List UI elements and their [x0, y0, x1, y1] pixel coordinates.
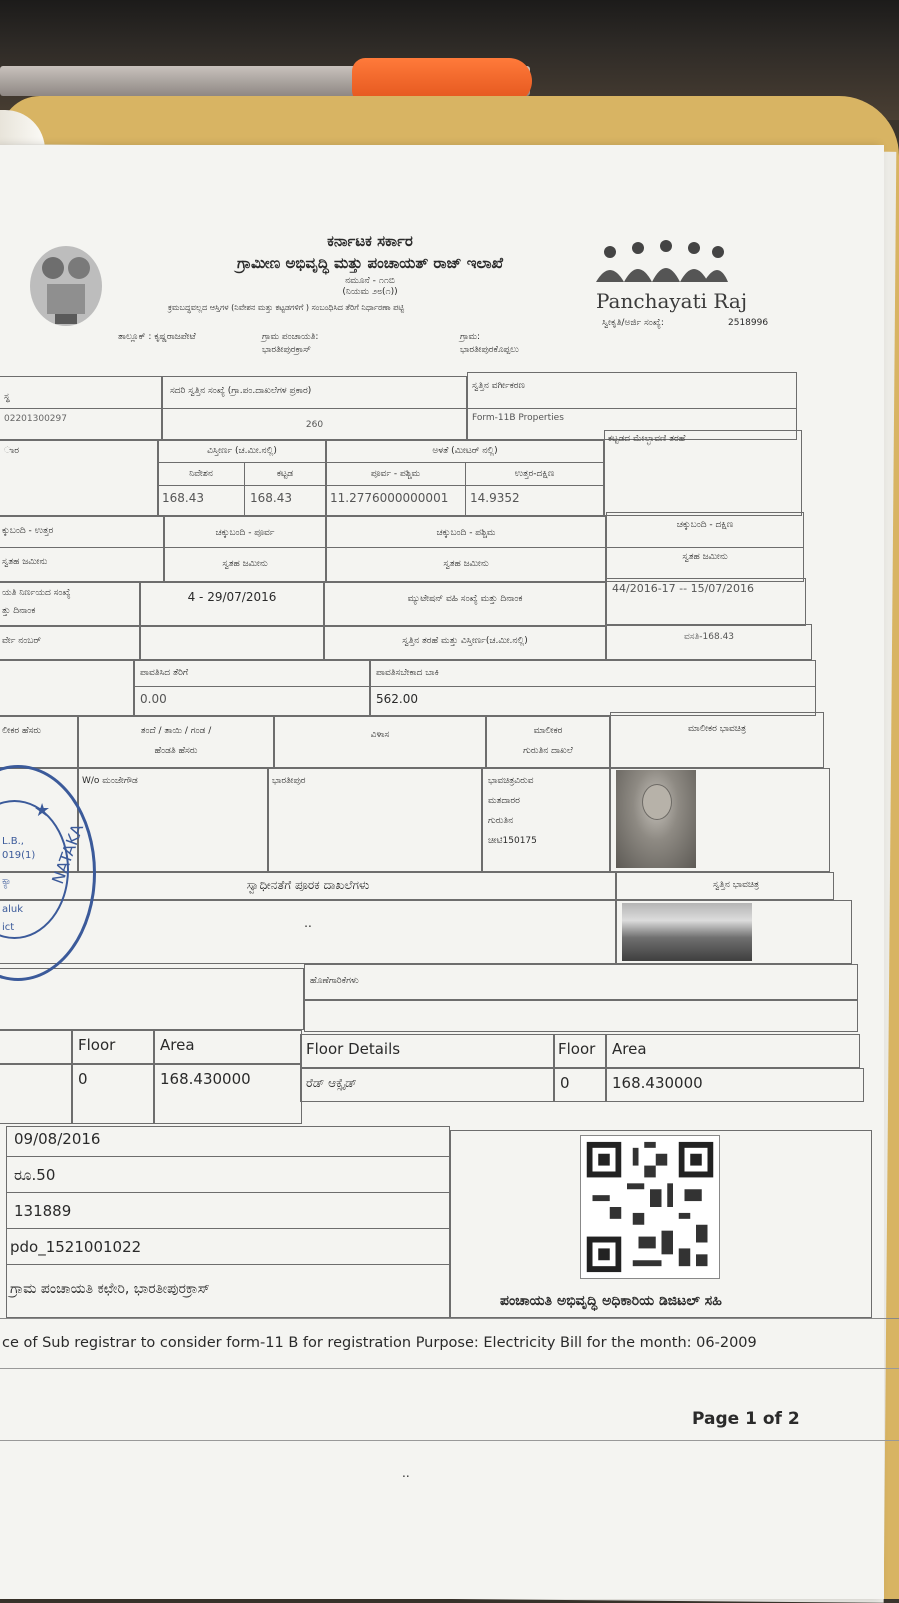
- stamp-line-4: aluk: [2, 904, 24, 915]
- area-value-right: 168.430000: [612, 1074, 703, 1092]
- area-building-label: ಕಟ್ಟಡ: [276, 469, 294, 479]
- cell-photo-head: [610, 712, 824, 768]
- area-head-right: Area: [612, 1040, 647, 1058]
- cell-floor-spacer-2: [0, 1064, 72, 1124]
- boundary-west-label: ಚಕ್ಕುಬಂದಿ - ಪಶ್ಚಿಮ: [436, 528, 496, 538]
- row1-left-label: ಸ್ಥ: [4, 392, 10, 402]
- panchayati-raj-logo-icon: [590, 238, 730, 288]
- boundary-north-label: ಕ್ಕುಬಂದಿ - ಉತ್ತರ: [2, 526, 54, 536]
- stamp-line-2: 019(1): [2, 850, 36, 861]
- relation-label: ತಂದೆ / ತಾಯಿ / ಗಂಡ /: [140, 726, 212, 736]
- cell-address-head: [274, 716, 486, 768]
- row1-divider: [0, 408, 797, 409]
- possession-value: ..: [304, 916, 312, 930]
- id-value-line-4: ಚೀಟಿ150175: [488, 836, 537, 846]
- header-department: ಗ್ರಾಮೀಣ ಅಭಿವೃದ್ಧಿ ಮತ್ತು ಪಂಚಾಯತ್ ರಾಜ್ ಇಲಾಖೆ: [236, 254, 504, 272]
- boundary-divider: [0, 547, 804, 548]
- header-form-name: ನಮೂನೆ - ೧೧ಬಿ: [345, 276, 395, 286]
- id-label-2: ಗುರುತಿನ ದಾಖಲೆ: [523, 746, 573, 756]
- prop-photo-label: ಸ್ವತ್ತಿನ ಭಾವಚಿತ್ರ: [712, 880, 760, 890]
- ack-value: 2518996: [728, 318, 769, 328]
- area-head-left: Area: [160, 1036, 195, 1054]
- cell-floor-spacer: [0, 1030, 72, 1064]
- floor-value-left: 0: [78, 1070, 88, 1088]
- relation-label-2: ಹೆಂಡತಿ ಹೆಸರು: [154, 746, 198, 756]
- cell-id-head: [486, 716, 610, 768]
- footer-line-4: [6, 1264, 450, 1265]
- cell-liabilities-value: [304, 1000, 858, 1032]
- boundary-north-value: ಸ್ವತಹ ಜಮೀನು: [2, 557, 48, 567]
- cell-possession-value: [0, 900, 616, 964]
- footer-line-3: [6, 1228, 450, 1229]
- row1-right-value: Form-11B Properties: [472, 413, 564, 423]
- boundary-east-label: ಚಕ್ಕುಬಂದಿ - ಪೂರ್ವ: [215, 528, 275, 538]
- ack-label: ಸ್ವೀಕೃತಿ/ಅರ್ಜಿ ಸಂಖ್ಯೆ:: [602, 318, 664, 328]
- cell-survey-value: [140, 626, 324, 660]
- tax-paid-label: ಪಾವತಿಸಿದ ತೆರಿಗೆ: [140, 668, 189, 678]
- id-value-line-3: ಗುರುತಿನ: [488, 816, 514, 826]
- header-description: ಕ್ರಮಬದ್ಧವಲ್ಲದ ಆಸ್ತಿಗಳ (ನಿವೇಶನ ಮತ್ತು ಕಟ್ಟಡಗಳಿಗೆ ) ಸಂಬಂಧಿಸಿದ ತೆರಿಗೆ ನಿರ್ಧಾರಣಾ ಪಟ್ಟಿ: [168, 303, 405, 312]
- area-divider-1: [158, 462, 604, 463]
- cell-liabilities-left: [0, 968, 304, 1030]
- stamp-line-5: ict: [2, 922, 15, 933]
- cell-liabilities-head: [304, 964, 858, 1000]
- row1-left-value: 02201300297: [4, 414, 67, 424]
- header-govt: ಕರ್ನಾಟಕ ಸರ್ಕಾರ: [327, 232, 413, 250]
- footer-line-1: [6, 1156, 450, 1157]
- resolution-value: 4 - 29/07/2016: [187, 590, 277, 604]
- floor-head-right: Floor: [558, 1040, 596, 1058]
- resolution-label-2: ತ್ತು ದಿನಾಂಕ: [2, 606, 36, 616]
- property-type-value: ವಸತಿ-168.43: [683, 632, 735, 642]
- floor-details-value: ರೆಡ್ ಆಕ್ಸೈಡ್: [306, 1076, 357, 1090]
- header-village-label: ಗ್ರಾಮ:: [460, 332, 481, 342]
- footer-note: ce of Sub registrar to consider form-11 B for registration Purpose: Electricity Bill for the month: 06-2009: [2, 1335, 757, 1351]
- cell-tax-spacer: [0, 660, 134, 716]
- stamp-star-icon: ★: [34, 800, 51, 821]
- stamp-line-1: L.B.,: [2, 836, 24, 847]
- header-taluk: ತಾಲ್ಲೂಕ್ : ಕೃಷ್ಣರಾಜಪೇಟೆ: [118, 332, 196, 342]
- area-roof-label: ಕಟ್ಟಡದ ಮೇಲ್ಛಾವಣಿ ತರಹೆ: [608, 434, 686, 444]
- area-ns-label: ಉತ್ತರ-ದಕ್ಷಿಣ: [514, 469, 555, 479]
- footer-rule-3: [0, 1440, 899, 1441]
- property-photo: [622, 903, 752, 961]
- owner-photo: [616, 770, 696, 868]
- boundary-east-value: ಸ್ವತಹ ಜಮೀನು: [222, 559, 268, 569]
- mutation-label: ಮ್ಯುಟೇಷನ್ ವಹಿ ಸಂಖ್ಯೆ ಮತ್ತು ದಿನಾಂಕ: [407, 594, 523, 604]
- property-type-label: ಸ್ವತ್ತಿನ ತರಹೆ ಮತ್ತು ವಿಸ್ತೀರ್ಣ(ಚ.ಮೀ.ನಲ್ಲಿ): [402, 636, 528, 646]
- owner-photo-label: ಮಾಲೀಕರ ಭಾವಚಿತ್ರ: [687, 724, 747, 734]
- area-ew-label: ಪೂರ್ವ - ಪಶ್ಚಿಮ: [370, 469, 421, 479]
- footer-dots: ..: [402, 1466, 410, 1480]
- panchayati-raj-title: Panchayati Raj: [596, 289, 748, 313]
- row1-middle-value: 260: [305, 420, 324, 430]
- tax-due-value: 562.00: [376, 692, 418, 706]
- cell-boundary-west: [326, 516, 606, 582]
- area-ew-value: 11.2776000000001: [330, 491, 449, 505]
- id-value-line-1: ಭಾವಚಿತ್ರವಿರುವ: [488, 776, 534, 786]
- address-label: ವಿಳಾಸ: [370, 730, 390, 740]
- area-value-left: 168.430000: [160, 1070, 251, 1088]
- area-divider-2: [158, 485, 604, 486]
- page-number: Page 1 of 2: [692, 1409, 800, 1429]
- footer-office: ಗ್ರಾಮ ಪಂಚಾಯತಿ ಕಛೇರಿ, ಭಾರತೀಪುರಕ್ರಾಸ್: [10, 1281, 210, 1297]
- cell-owner-name-head: [0, 716, 78, 768]
- footer-officer-id: pdo_1521001022: [10, 1238, 142, 1256]
- floor-head-left: Floor: [78, 1036, 116, 1054]
- footer-date: 09/08/2016: [14, 1130, 101, 1148]
- mutation-value: 44/2016-17 -- 15/07/2016: [612, 582, 754, 595]
- footer-line-2: [6, 1192, 450, 1193]
- header-gp-label: ಗ್ರಾಮ ಪಂಚಾಯತಿ:: [262, 332, 319, 342]
- area-building-value: 168.43: [250, 491, 292, 505]
- footer-rule-2: [0, 1368, 899, 1369]
- footer-receipt: 131889: [14, 1202, 72, 1220]
- liabilities-label: ಹೊಣೆಗಾರಿಕೆಗಳು: [310, 976, 359, 986]
- owner-photo-face: [642, 784, 672, 820]
- footer-fee: ರೂ.50: [14, 1166, 56, 1184]
- boundary-south-value: ಸ್ವತಹ ಜಮೀನು: [682, 552, 728, 562]
- header-rule: (ನಿಯಮ ೨೮(೧)): [342, 287, 398, 297]
- area-site-value: 168.43: [162, 491, 204, 505]
- qr-code-icon: [580, 1135, 720, 1279]
- survey-label: ರ್ವೇ ನಂಬರ್: [2, 636, 42, 646]
- row1-right-label: ಸ್ವತ್ತಿನ ವರ್ಗೀಕರಣ: [472, 381, 525, 391]
- area-extent-head: ವಿಸ್ತೀರ್ಣ (ಚ.ಮೀ.ನಲ್ಲಿ): [207, 446, 277, 456]
- cell-relation-head: [78, 716, 274, 768]
- relation-value: W/o ಮಂಜೇಗೌಡ: [82, 776, 138, 786]
- tax-due-label: ಪಾವತಿಸಬೇಕಾದ ಬಾಕಿ: [376, 668, 439, 678]
- possession-label: ಸ್ವಾಧೀನತೆಗೆ ಪೂರಕ ದಾಖಲೆಗಳು: [246, 878, 370, 892]
- id-value-line-2: ಮತದಾರರ: [488, 796, 520, 806]
- header-village-value: ಭಾರತೀಪುರಕೊಪ್ಪಲು: [460, 345, 519, 355]
- floor-value-right: 0: [560, 1074, 570, 1092]
- header-gp-value: ಭಾರತೀಪುರಕ್ರಾಸ್: [262, 345, 311, 355]
- address-value: ಭಾರತೀಪುರ: [272, 776, 306, 786]
- owner-name-label: ಲೀಕರ ಹೆಸರು: [2, 726, 41, 736]
- boundary-south-label: ಚಕ್ಕುಬಂದಿ - ದಕ್ಷಿಣ: [676, 520, 734, 530]
- id-label: ಮಾಲೀಕರ: [533, 726, 563, 736]
- area-left-label: ಾರ: [4, 446, 20, 456]
- boundary-west-value: ಸ್ವತಹ ಜಮೀನು: [443, 559, 489, 569]
- stamp-line-3: ಕ್ಯಾ: [2, 876, 12, 887]
- stamp-arc-text: NATAKA: [48, 821, 88, 887]
- signature-label: ಪಂಚಾಯತಿ ಅಭಿವೃದ್ಧಿ ಅಧಿಕಾರಿಯ ಡಿಜಿಟಲ್ ಸಹಿ: [500, 1293, 722, 1309]
- tax-divider: [134, 686, 816, 687]
- row1-middle-label: ಸದರಿ ಸ್ವತ್ತಿನ ಸಂಖ್ಯೆ (ಗ್ರಾ.ಪಂ.ದಾಖಲೆಗಳ ಪ್ರಕಾರ): [170, 386, 312, 396]
- cell-boundary-east: [164, 516, 326, 582]
- state-emblem-icon: [25, 238, 107, 330]
- tax-paid-value: 0.00: [140, 692, 167, 706]
- cell-area-left: [0, 440, 158, 516]
- area-ns-value: 14.9352: [470, 491, 520, 505]
- floor-details-head: Floor Details: [306, 1040, 401, 1058]
- footer-rule: [0, 1318, 899, 1319]
- area-site-label: ನಿವೇಶನ: [189, 469, 213, 479]
- resolution-label: ಯತಿ ನಿರ್ಣಯದ ಸಂಖ್ಯೆ: [2, 588, 71, 598]
- area-dimensions-head: ಅಳತೆ (ಮೀಟರ್ ನಲ್ಲಿ): [432, 446, 498, 456]
